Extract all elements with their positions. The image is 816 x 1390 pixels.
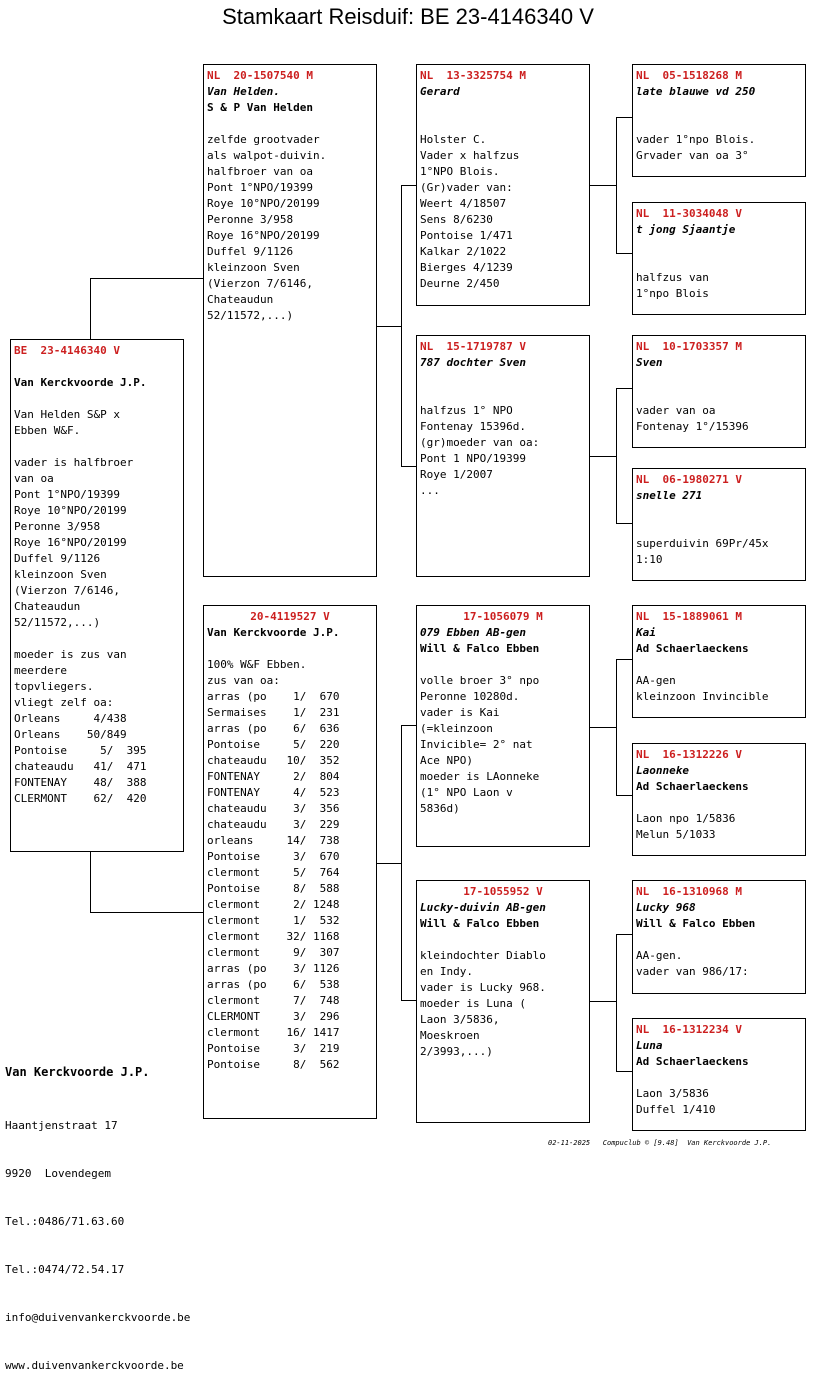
- breeder-email: info@duivenvankerckvoorde.be: [5, 1311, 191, 1324]
- pedigree-note: moeder is Luna (: [420, 997, 526, 1010]
- pedigree-note: als walpot-duivin.: [207, 149, 327, 162]
- pedigree-note: vader is Kai: [420, 706, 500, 719]
- breeder-phone-2: Tel.:0474/72.54.17: [5, 1263, 125, 1276]
- spacer: [207, 116, 376, 132]
- pedigree-note: (=kleinzoon: [420, 722, 493, 735]
- connector-line: [616, 659, 632, 660]
- pedigree-note: Ace NPO): [420, 754, 473, 767]
- connector-line: [590, 727, 616, 728]
- pigeon-owner: S & P Van Helden: [207, 101, 313, 114]
- pedigree-note: clermont 5/ 764: [207, 866, 340, 879]
- pigeon-name: t jong Sjaantje: [636, 223, 736, 236]
- pedigree-note: (1° NPO Laon v: [420, 786, 513, 799]
- pedigree-note: [14, 631, 183, 647]
- pigeon-card-mother: [203, 605, 377, 1119]
- pedigree-note: Melun 5/1033: [636, 828, 716, 841]
- connector-line: [616, 1071, 632, 1072]
- pigeon-card-mfm: [632, 743, 806, 856]
- pedigree-note: Roye 10°NPO/20199: [207, 197, 320, 210]
- pedigree-note: Sermaises 1/ 231: [207, 706, 340, 719]
- spacer: [636, 932, 805, 948]
- ring-number: 17-1055952 V: [463, 885, 543, 898]
- pigeon-name: Lucky-duivin AB-gen: [420, 901, 546, 914]
- pigeon-card-mm: [416, 880, 590, 1123]
- spacer: [636, 100, 805, 116]
- pedigree-note: Bierges 4/1239: [420, 261, 513, 274]
- pedigree-note: meerdere: [14, 664, 67, 677]
- pigeon-owner: Van Kerckvoorde J.P.: [207, 626, 340, 639]
- pigeon-card-fff: [632, 64, 806, 177]
- connector-line: [401, 185, 402, 467]
- pedigree-note: 2/3993,...): [420, 1045, 493, 1058]
- ring-number: NL 13-3325754 M: [420, 69, 526, 82]
- pedigree-note: Orleans 4/438: [14, 712, 127, 725]
- pigeon-card-fmf: [632, 335, 806, 448]
- spacer: [636, 371, 805, 387]
- ring-number: NL 16-1310968 M: [636, 885, 742, 898]
- connector-line: [90, 278, 91, 339]
- pedigree-note: arras (po 6/ 636: [207, 722, 340, 735]
- connector-line: [616, 253, 632, 254]
- pedigree-note: FONTENAY 2/ 804: [207, 770, 340, 783]
- connector-line: [616, 388, 617, 524]
- pedigree-note: kleinzoon Invincible: [636, 690, 769, 703]
- pedigree-note: FONTENAY 4/ 523: [207, 786, 340, 799]
- pedigree-note: Roye 10°NPO/20199: [14, 504, 127, 517]
- pedigree-note: chateaudu 10/ 352: [207, 754, 340, 767]
- pedigree-note: kleinzoon Sven: [14, 568, 107, 581]
- ring-number: NL 06-1980271 V: [636, 473, 742, 486]
- ring-number: NL 16-1312234 V: [636, 1023, 742, 1036]
- pedigree-note: clermont 32/ 1168: [207, 930, 340, 943]
- spacer: [420, 100, 589, 116]
- ring-number: BE 23-4146340 V: [14, 344, 120, 357]
- pedigree-note: Pont 1°NPO/19399: [14, 488, 120, 501]
- pedigree-note: superduivin 69Pr/45x: [636, 537, 769, 550]
- pedigree-note: vader van oa: [636, 404, 716, 417]
- pedigree-note: FONTENAY 48/ 388: [14, 776, 147, 789]
- pigeon-name: late blauwe vd 250: [636, 85, 756, 98]
- pedigree-note: Chateaudun: [14, 600, 81, 613]
- breeder-website: www.duivenvankerckvoorde.be: [5, 1359, 184, 1372]
- pedigree-note: Pont 1°NPO/19399: [207, 181, 313, 194]
- pedigree-note: Fontenay 15396d.: [420, 420, 526, 433]
- pedigree-note: Duffel 9/1126: [14, 552, 101, 565]
- pedigree-note: moeder is LAonneke: [420, 770, 540, 783]
- pedigree-note: arras (po 1/ 670: [207, 690, 340, 703]
- connector-line: [616, 934, 632, 935]
- ring-number: 20-4119527 V: [250, 610, 330, 623]
- spacer: [14, 391, 183, 407]
- pedigree-note: Orleans 50/849: [14, 728, 127, 741]
- pigeon-card-mmf: [632, 880, 806, 994]
- pedigree-note: Pontoise 5/ 395: [14, 744, 147, 757]
- pedigree-note: kleinzoon Sven: [207, 261, 300, 274]
- pedigree-note: Laon 3/5836,: [420, 1013, 500, 1026]
- spacer: [420, 387, 589, 403]
- pedigree-note: clermont 16/ 1417: [207, 1026, 340, 1039]
- breeder-street: Haantjenstraat 17: [5, 1119, 118, 1132]
- pigeon-card-main: [10, 339, 184, 852]
- pedigree-note: clermont 7/ 748: [207, 994, 340, 1007]
- spacer: [636, 1070, 805, 1086]
- pigeon-card-fm: [416, 335, 590, 577]
- pigeon-owner: Ad Schaerlaeckens: [636, 780, 749, 793]
- connector-line: [616, 934, 617, 1072]
- connector-line: [616, 388, 632, 389]
- ring-number: NL 11-3034048 V: [636, 207, 742, 220]
- pedigree-note: van oa: [14, 472, 54, 485]
- pedigree-note: Moeskroen: [420, 1029, 480, 1042]
- pedigree-note: 1:10: [636, 553, 663, 566]
- pedigree-note: Laon npo 1/5836: [636, 812, 736, 825]
- spacer: [636, 254, 805, 270]
- ring-number: NL 15-1719787 V: [420, 340, 526, 353]
- pedigree-note: halfbroer van oa: [207, 165, 313, 178]
- pedigree-note: orleans 14/ 738: [207, 834, 340, 847]
- pedigree-note: en Indy.: [420, 965, 473, 978]
- ring-number: NL 16-1312226 V: [636, 748, 742, 761]
- spacer: [420, 932, 589, 948]
- breeder-city: 9920 Lovendegem: [5, 1167, 111, 1180]
- ring-number: 17-1056079 M: [463, 610, 543, 623]
- pedigree-note: Peronne 3/958: [14, 520, 101, 533]
- pedigree-note: AA-gen.: [636, 949, 683, 962]
- pedigree-note: Pontoise 1/471: [420, 229, 513, 242]
- pigeon-name: Kai: [636, 626, 656, 639]
- pedigree-note: Roye 16°NPO/20199: [207, 229, 320, 242]
- connector-line: [401, 1000, 416, 1001]
- pedigree-note: topvliegers.: [14, 680, 94, 693]
- pigeon-owner: Will & Falco Ebben: [420, 917, 540, 930]
- spacer: [420, 116, 589, 132]
- spacer: [636, 504, 805, 520]
- pedigree-note: chateaudu 3/ 229: [207, 818, 340, 831]
- pedigree-note: clermont 2/ 1248: [207, 898, 340, 911]
- connector-line: [616, 117, 632, 118]
- pedigree-note: Duffel 1/410: [636, 1103, 716, 1116]
- pedigree-note: Grvader van oa 3°: [636, 149, 749, 162]
- pedigree-note: Laon 3/5836: [636, 1087, 709, 1100]
- pedigree-note: Pont 1 NPO/19399: [420, 452, 526, 465]
- spacer: [420, 657, 589, 673]
- pigeon-card-mmm: [632, 1018, 806, 1131]
- pedigree-note: Chateaudun: [207, 293, 274, 306]
- pedigree-note: Ebben W&F.: [14, 424, 81, 437]
- connector-line: [590, 1001, 616, 1002]
- ring-number: NL 05-1518268 M: [636, 69, 742, 82]
- pedigree-note: (gr)moeder van oa:: [420, 436, 540, 449]
- pedigree-note: 52/11572,...): [207, 309, 294, 322]
- pigeon-name: snelle 271: [636, 489, 703, 502]
- pedigree-note: AA-gen: [636, 674, 676, 687]
- pedigree-note: clermont 1/ 532: [207, 914, 340, 927]
- pedigree-note: Van Helden S&P x: [14, 408, 120, 421]
- page-title: Stamkaart Reisduif: BE 23-4146340 V: [222, 4, 594, 29]
- connector-line: [616, 659, 617, 796]
- breeder-contact: [5, 1032, 190, 1390]
- spacer: [636, 795, 805, 811]
- ring-number: NL 10-1703357 M: [636, 340, 742, 353]
- pedigree-note: vliegt zelf oa:: [14, 696, 114, 709]
- connector-line: [590, 185, 616, 186]
- pedigree-note: ...: [420, 484, 440, 497]
- pigeon-card-ffm: [632, 202, 806, 315]
- pedigree-note: Invicible= 2° nat: [420, 738, 533, 751]
- pedigree-note: Weert 4/18507: [420, 197, 507, 210]
- pedigree-note: kleindochter Diablo: [420, 949, 546, 962]
- pedigree-note: moeder is zus van: [14, 648, 127, 661]
- connector-line: [616, 523, 632, 524]
- connector-line: [377, 863, 401, 864]
- connector-line: [90, 852, 91, 912]
- pigeon-name: 787 dochter Sven: [420, 356, 526, 369]
- pedigree-note: zelfde grootvader: [207, 133, 320, 146]
- ring-number: NL 15-1889061 M: [636, 610, 742, 623]
- pigeon-name: Gerard: [420, 85, 460, 98]
- pedigree-note: Sens 8/6230: [420, 213, 493, 226]
- pedigree-note: volle broer 3° npo: [420, 674, 540, 687]
- spacer: [14, 359, 183, 375]
- print-footer: 02-11-2025 Compuclub © [9.48] Van Kerckvoorde J.P.: [548, 1139, 772, 1147]
- pedigree-note: Fontenay 1°/15396: [636, 420, 749, 433]
- pedigree-note: Deurne 2/450: [420, 277, 500, 290]
- pigeon-name: Sven: [636, 356, 663, 369]
- pedigree-note: (Vierzon 7/6146,: [14, 584, 120, 597]
- pedigree-note: Kalkar 2/1022: [420, 245, 507, 258]
- pedigree-note: Pontoise 5/ 220: [207, 738, 340, 751]
- pedigree-note: CLERMONT 3/ 296: [207, 1010, 340, 1023]
- pedigree-note: Pontoise 8/ 562: [207, 1058, 340, 1071]
- spacer: [636, 116, 805, 132]
- pedigree-note: Peronne 3/958: [207, 213, 294, 226]
- pedigree-note: 1°NPO Blois.: [420, 165, 500, 178]
- pigeon-card-ff: [416, 64, 590, 306]
- connector-line: [616, 117, 617, 254]
- pedigree-note: Holster C.: [420, 133, 487, 146]
- pigeon-owner: Van Kerckvoorde J.P.: [14, 376, 147, 389]
- spacer: [636, 657, 805, 673]
- spacer: [420, 371, 589, 387]
- ring-number: NL 20-1507540 M: [207, 69, 313, 82]
- pedigree-note: Vader x halfzus: [420, 149, 520, 162]
- pedigree-note: zus van oa:: [207, 674, 280, 687]
- connector-line: [401, 466, 416, 467]
- connector-line: [616, 795, 632, 796]
- pedigree-note: vader is Lucky 968.: [420, 981, 546, 994]
- pedigree-note: arras (po 3/ 1126: [207, 962, 340, 975]
- pedigree-note: vader is halfbroer: [14, 456, 134, 469]
- pigeon-card-father: [203, 64, 377, 577]
- pedigree-note: Roye 1/2007: [420, 468, 493, 481]
- pigeon-name: Luna: [636, 1039, 663, 1052]
- pigeon-owner: Ad Schaerlaeckens: [636, 642, 749, 655]
- connector-line: [401, 725, 402, 1001]
- pedigree-note: 100% W&F Ebben.: [207, 658, 307, 671]
- pedigree-note: arras (po 6/ 538: [207, 978, 340, 991]
- pedigree-note: vader van 986/17:: [636, 965, 749, 978]
- pedigree-note: Pontoise 8/ 588: [207, 882, 340, 895]
- pigeon-name: Lucky 968: [636, 901, 696, 914]
- pigeon-card-mf: [416, 605, 590, 847]
- spacer: [636, 520, 805, 536]
- pedigree-note: halfzus van: [636, 271, 709, 284]
- pigeon-name: 079 Ebben AB-gen: [420, 626, 526, 639]
- connector-line: [377, 326, 401, 327]
- pedigree-note: 5836d): [420, 802, 460, 815]
- connector-line: [401, 185, 416, 186]
- pigeon-owner: Will & Falco Ebben: [420, 642, 540, 655]
- pedigree-note: CLERMONT 62/ 420: [14, 792, 147, 805]
- pedigree-note: Pontoise 3/ 219: [207, 1042, 340, 1055]
- pigeon-card-mff: [632, 605, 806, 718]
- pigeon-owner: Ad Schaerlaeckens: [636, 1055, 749, 1068]
- pigeon-name: Laonneke: [636, 764, 689, 777]
- connector-line: [90, 278, 203, 279]
- pedigree-note: [14, 439, 183, 455]
- pedigree-note: Peronne 10280d.: [420, 690, 520, 703]
- pedigree-note: clermont 9/ 307: [207, 946, 340, 959]
- connector-line: [590, 456, 616, 457]
- pedigree-note: (Vierzon 7/6146,: [207, 277, 313, 290]
- connector-line: [90, 912, 203, 913]
- pedigree-note: 1°npo Blois: [636, 287, 709, 300]
- pedigree-note: Duffel 9/1126: [207, 245, 294, 258]
- pedigree-note: 52/11572,...): [14, 616, 101, 629]
- breeder-phone-1: Tel.:0486/71.63.60: [5, 1215, 125, 1228]
- pedigree-note: Roye 16°NPO/20199: [14, 536, 127, 549]
- pigeon-card-fmm: [632, 468, 806, 581]
- pedigree-note: halfzus 1° NPO: [420, 404, 513, 417]
- pigeon-name: Van Helden.: [207, 85, 280, 98]
- pigeon-owner: Will & Falco Ebben: [636, 917, 756, 930]
- spacer: [207, 641, 376, 657]
- connector-line: [401, 725, 416, 726]
- pedigree-note: chateaudu 41/ 471: [14, 760, 147, 773]
- pedigree-note: Pontoise 3/ 670: [207, 850, 340, 863]
- spacer: [636, 238, 805, 254]
- pedigree-note: vader 1°npo Blois.: [636, 133, 756, 146]
- pedigree-note: (Gr)vader van:: [420, 181, 513, 194]
- spacer: [636, 387, 805, 403]
- pedigree-note: chateaudu 3/ 356: [207, 802, 340, 815]
- breeder-name: Van Kerckvoorde J.P.: [5, 1065, 150, 1079]
